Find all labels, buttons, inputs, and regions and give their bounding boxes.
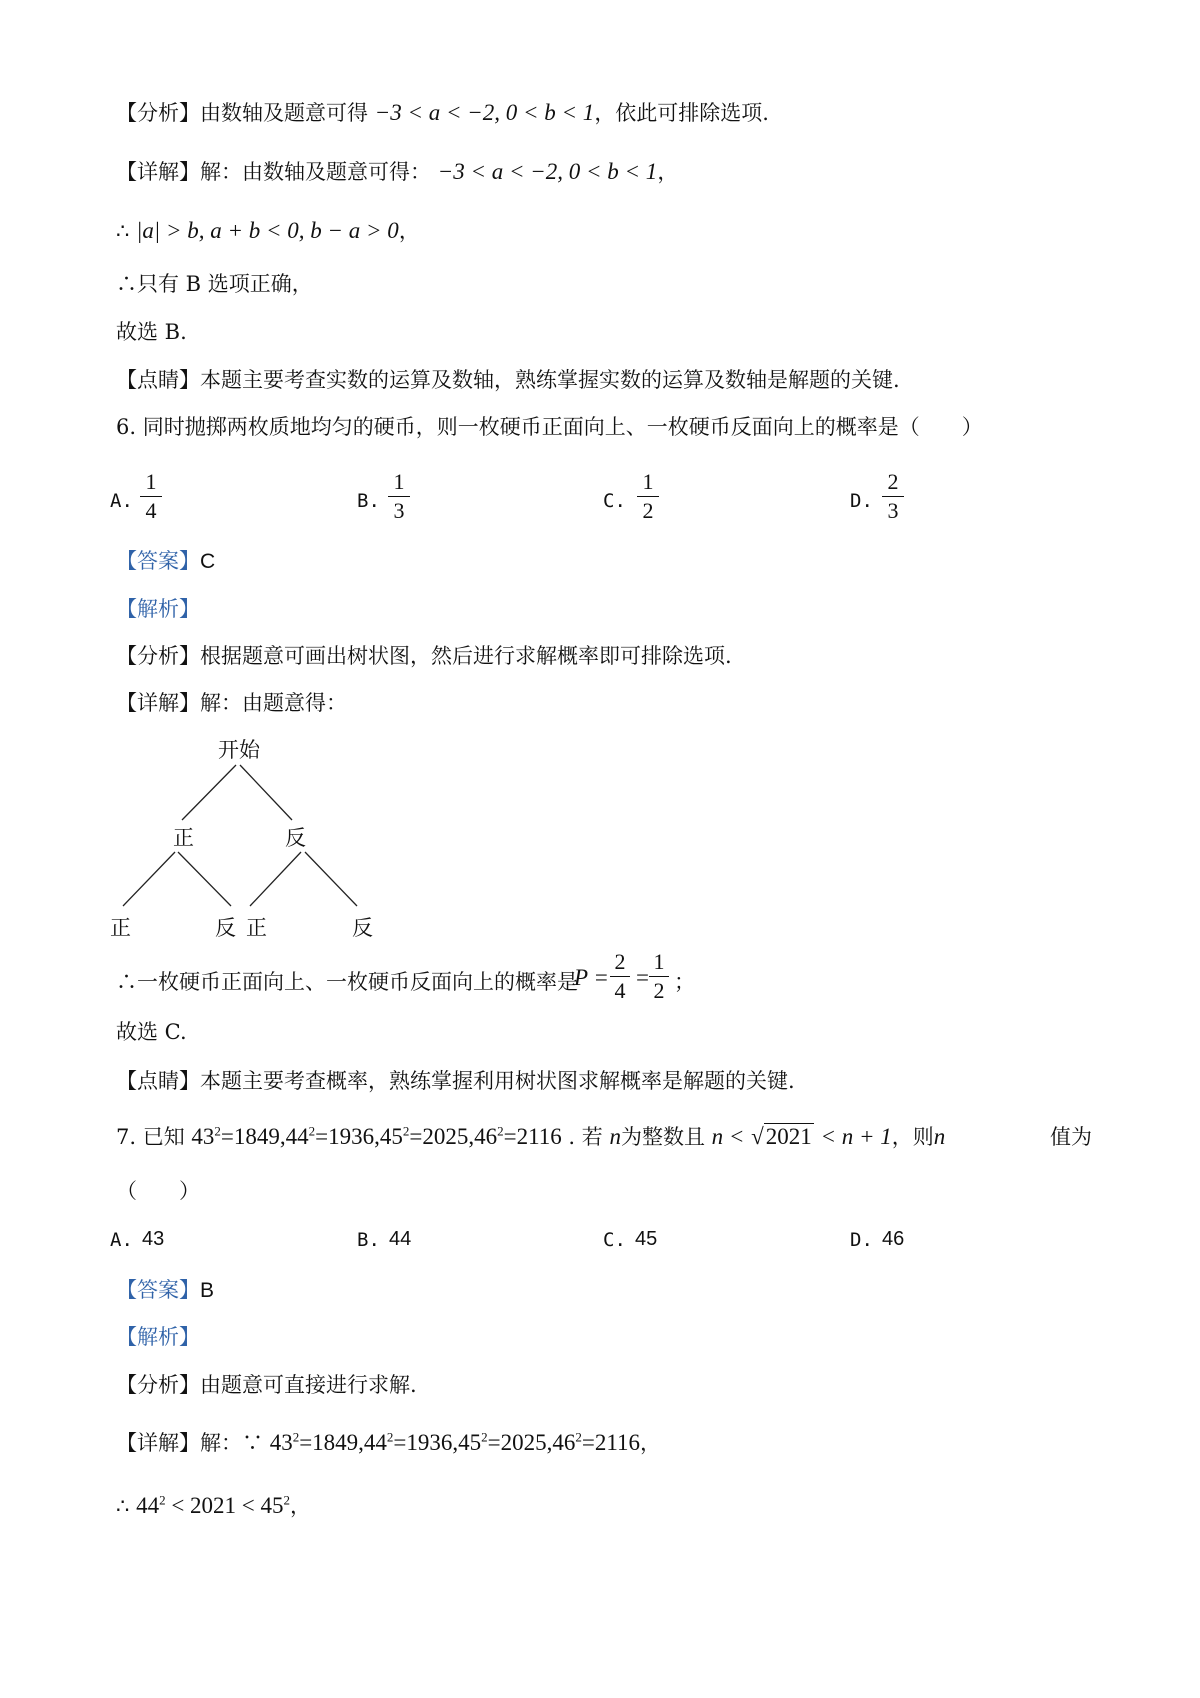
- inequality-left: n <: [711, 1124, 745, 1149]
- q6-jiexi-tag: 【解析】: [116, 597, 200, 621]
- exponent: 2: [497, 1123, 504, 1139]
- numerator: 1: [145, 469, 157, 494]
- branch-l-r: [178, 852, 231, 906]
- then-text: ，则: [891, 1125, 934, 1149]
- option-letter: D.: [850, 1229, 873, 1251]
- tree-node-tails: 反: [285, 826, 306, 850]
- detail-text: 解：由数轴及题意可得：: [200, 160, 431, 184]
- exponent: 2: [575, 1429, 582, 1445]
- base: 44: [363, 1430, 387, 1455]
- comment-tag: 【点睛】: [116, 368, 200, 392]
- option-letter: A.: [110, 1229, 133, 1251]
- detail-given-3: [458, 1430, 552, 1455]
- value: =1936,: [393, 1430, 459, 1455]
- q6-choose: 故选 C.: [116, 1020, 187, 1044]
- tree-leaf-4: 反: [352, 916, 373, 940]
- given-eq-3: [380, 1124, 474, 1149]
- value: =1936,: [315, 1124, 380, 1149]
- branch-r-r: [305, 852, 357, 906]
- base: 45: [458, 1430, 482, 1455]
- given-eq-4: [474, 1124, 562, 1149]
- q7-tail-text: 值为: [1050, 1125, 1092, 1149]
- fraction-bar: [610, 976, 630, 977]
- conclusion-text: ∴一枚硬币正面向上、一枚硬币反面向上的概率是: [116, 970, 578, 994]
- answer-tag: 【答案】: [116, 1278, 200, 1302]
- q7-detail-line: [116, 1428, 661, 1458]
- tree-leaf-1: 正: [110, 916, 131, 940]
- numerator: 2: [614, 949, 626, 974]
- therefore-end: ，: [398, 219, 420, 243]
- analysis-tag: 【分析】: [116, 1373, 200, 1397]
- option-letter: B.: [357, 1229, 380, 1251]
- analysis-text: 由数轴及题意可得: [200, 101, 368, 125]
- value: =1849,: [220, 1124, 286, 1149]
- option-letter: C.: [603, 1229, 626, 1251]
- conclusion-p: P =: [574, 965, 609, 990]
- answer-value: B: [200, 1279, 215, 1302]
- exponent: 2: [308, 1123, 316, 1139]
- question-prefix: 7. 已知: [116, 1125, 185, 1149]
- exponent: 2: [292, 1429, 300, 1445]
- denominator: 2: [642, 498, 654, 523]
- therefore-symbol: ∴: [116, 219, 130, 243]
- q7-paren: （ ）: [116, 1179, 200, 1203]
- therefore-math: [136, 1493, 290, 1518]
- value: =2025,: [487, 1430, 553, 1455]
- n-variable: n: [609, 1124, 621, 1149]
- q6-comment-line: [116, 1066, 795, 1096]
- middle: < 2021 <: [171, 1493, 255, 1518]
- tree-root: 开始: [218, 738, 260, 762]
- value: =1849,: [299, 1430, 364, 1455]
- therefore-end: ，: [290, 1494, 312, 1518]
- analysis-tag: 【分析】: [116, 644, 200, 668]
- q7-analysis-line: [116, 1370, 417, 1400]
- inequality-right: < n + 1: [820, 1124, 892, 1149]
- exponent: 2: [386, 1429, 394, 1445]
- conclusion-end: ；: [674, 970, 695, 994]
- comment-text: 本题主要考查实数的运算及数轴，熟练掌握实数的运算及数轴是解题的关键.: [200, 368, 900, 392]
- option-letter: C.: [603, 490, 626, 512]
- base: 44: [285, 1124, 309, 1149]
- denominator: 4: [145, 498, 157, 523]
- q7-therefore-line: [116, 1491, 311, 1521]
- base: 45: [379, 1124, 403, 1149]
- option-value: 43: [142, 1228, 165, 1250]
- q5-choose: 故选 B.: [116, 320, 187, 344]
- analysis-math: −3 < a < −2, 0 < b < 1: [374, 100, 595, 125]
- base: 43: [269, 1430, 293, 1455]
- option-value: 44: [389, 1228, 412, 1250]
- detail-end: ，: [657, 160, 679, 184]
- branch-root-left: [182, 765, 236, 820]
- detail-math: −3 < a < −2, 0 < b < 1: [437, 159, 658, 184]
- exponent: 2: [481, 1429, 488, 1445]
- detail-tag: 【详解】: [116, 160, 200, 184]
- branch-l-l: [123, 852, 175, 906]
- detail-end: ，: [640, 1431, 662, 1455]
- mid-text: . 若: [568, 1125, 603, 1149]
- sqrt-expression: √2021: [751, 1124, 812, 1149]
- given-eq-1: [191, 1124, 285, 1149]
- q7-answer-line: [116, 1275, 214, 1306]
- exponent: 2: [402, 1123, 410, 1139]
- q7-jiexi-tag: 【解析】: [116, 1325, 200, 1349]
- option-letter: B.: [357, 490, 380, 512]
- option-letter: D.: [850, 490, 873, 512]
- tree-node-heads: 正: [173, 826, 194, 850]
- exponent: 2: [159, 1492, 166, 1508]
- value: =2116: [503, 1124, 562, 1149]
- fraction-2-4: [610, 949, 630, 1004]
- value: =2025,: [409, 1124, 475, 1149]
- sqrt-radicand: 2021: [765, 1124, 812, 1149]
- analysis-text: 由题意可直接进行求解.: [200, 1373, 417, 1397]
- q7-question-line: [116, 1122, 945, 1152]
- numerator: 1: [642, 469, 654, 494]
- detail-text: 解：由题意得：: [200, 691, 347, 715]
- q6-question: 6. 同时抛掷两枚质地均匀的硬币，则一枚硬币正面向上、一枚硬币反面向上的概率是（ ）: [116, 415, 983, 439]
- tree-leaf-3: 正: [246, 916, 267, 940]
- denominator: 3: [887, 498, 899, 523]
- base: 46: [552, 1430, 576, 1455]
- detail-given-4: [552, 1430, 640, 1455]
- fraction-bar: [649, 976, 669, 977]
- exponent: 2: [214, 1123, 221, 1139]
- answer-tag: 【答案】: [116, 549, 200, 573]
- numerator: 1: [653, 949, 665, 974]
- detail-given-1: [270, 1430, 364, 1455]
- numerator: 2: [887, 469, 899, 494]
- given-eq-2: [286, 1124, 380, 1149]
- base: 46: [474, 1124, 498, 1149]
- n-variable-2: n: [933, 1124, 946, 1149]
- exponent: 2: [283, 1492, 291, 1508]
- equals-sign: =: [636, 965, 649, 990]
- therefore-symbol: ∴: [116, 1494, 130, 1518]
- denominator: 4: [614, 978, 626, 1003]
- analysis-text: 根据题意可画出树状图，然后进行求解概率即可排除选项.: [200, 644, 732, 668]
- mid-text-2: 为整数且: [620, 1125, 705, 1149]
- branch-root-right: [240, 765, 292, 820]
- analysis-text-end: ，依此可排除选项.: [594, 101, 769, 125]
- tree-leaf-2: 反: [215, 916, 236, 940]
- analysis-tag: 【分析】: [116, 101, 200, 125]
- base: 43: [191, 1124, 215, 1149]
- base-a: 44: [136, 1493, 160, 1518]
- therefore-math: |a| > b, a + b < 0, b − a > 0: [136, 218, 399, 243]
- denominator: 3: [393, 498, 405, 523]
- option-letter: A.: [110, 490, 133, 512]
- branch-r-l: [250, 852, 301, 906]
- numerator: 1: [393, 469, 405, 494]
- q5-only-b: ∴只有 B 选项正确，: [116, 272, 313, 296]
- detail-tag: 【详解】: [116, 691, 200, 715]
- answer-value: C: [200, 550, 216, 573]
- detail-text: 解：∵: [200, 1431, 263, 1455]
- detail-tag: 【详解】: [116, 1431, 200, 1455]
- comment-text: 本题主要考查概率，熟练掌握利用树状图求解概率是解题的关键.: [200, 1069, 795, 1093]
- base-b: 45: [260, 1493, 284, 1518]
- fraction-1-2: [649, 949, 669, 1004]
- option-value: 46: [882, 1228, 905, 1250]
- option-value: 45: [635, 1228, 658, 1250]
- value: =2116: [581, 1430, 641, 1455]
- comment-tag: 【点睛】: [116, 1069, 200, 1093]
- denominator: 2: [653, 978, 665, 1003]
- detail-given-2: [364, 1430, 458, 1455]
